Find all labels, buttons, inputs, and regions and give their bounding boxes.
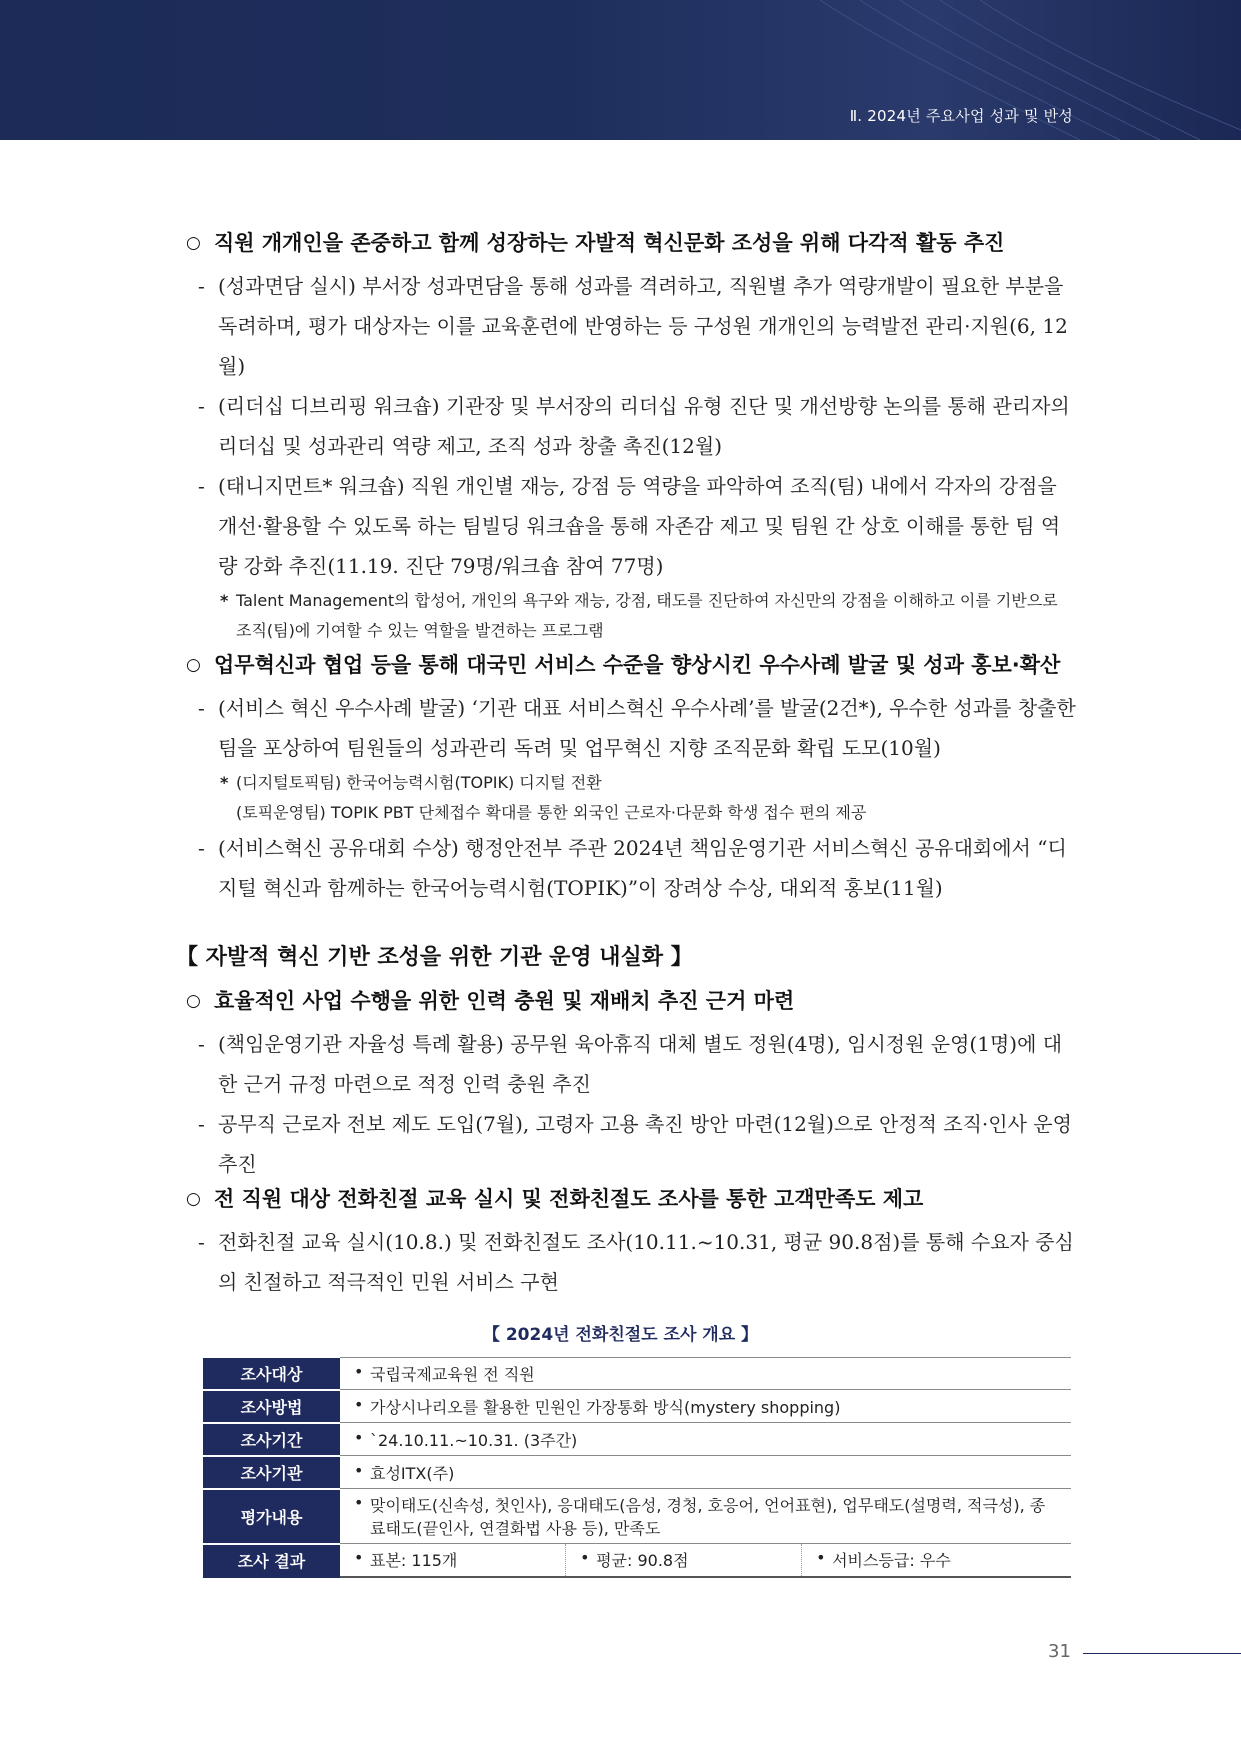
table-row xyxy=(203,1489,1071,1544)
row-value: • 효성ITX(주) xyxy=(354,1461,1057,1484)
result-grade: • 서비스등급: 우수 xyxy=(816,1548,1057,1571)
row-value-cell xyxy=(340,1456,1071,1489)
table-row xyxy=(203,1390,1071,1423)
dash-item: - 전화친절 교육 실시(10.8.) 및 전화친절도 조사(10.11.~10.31, 평균 90.8점)를 통해 수요자 중심의 친절하고 적극적인 민원 서비스 구현 xyxy=(198,1222,1076,1302)
dash-item: - 공무직 근로자 전보 제도 도입(7월), 고령자 고용 촉진 방안 마련(12월)으로 안정적 조직·인사 운영 추진 xyxy=(198,1104,1076,1184)
dash-item: - (책임운영기관 자율성 특례 활용) 공무원 육아휴직 대체 별도 정원(4명), 임시정원 운영(1명)에 대한 근거 규정 마련으로 적정 인력 충원 추진 xyxy=(198,1024,1076,1104)
result-label: 조사 결과 xyxy=(203,1544,340,1577)
row-value: • `24.10.11.~10.31. (3주간) xyxy=(354,1428,1057,1451)
content-section-1 xyxy=(186,228,1076,908)
table-row xyxy=(203,1456,1071,1489)
table-row-result xyxy=(203,1544,1071,1577)
table-title: 【 2024년 전화친절도 조사 개요 】 xyxy=(482,1325,759,1345)
bullet-heading: ○ 직원 개개인을 존중하고 함께 성장하는 자발적 혁신문화 조성을 위해 다각적 활동 추진 xyxy=(186,228,1076,258)
footnote-continued: (토픽운영팀) TOPIK PBT 단체접수 확대를 통한 외국인 근로자·다문화 학생 접수 편의 제공 xyxy=(236,803,867,822)
phone-survey-table xyxy=(203,1357,1071,1578)
row-label: 조사기관 xyxy=(203,1456,340,1489)
section-header-label: Ⅱ. 2024년 주요사업 성과 및 반성 xyxy=(849,107,1073,125)
row-value: • 가상시나리오를 활용한 민원인 가장통화 방식(mystery shopping) xyxy=(354,1395,1057,1418)
page-header-banner xyxy=(0,0,1241,140)
footnote: * Talent Management의 합성어, 개인의 욕구와 재능, 강점, 태도를 진단하여 자신만의 강점을 이해하고 이를 기반으로 조직(팀)에 기여할 수 있는 역할을 발견하는 프로그램 xyxy=(220,586,1076,646)
result-sample-cell xyxy=(340,1544,566,1577)
dash-item: - (서비스혁신 공유대회 수상) 행정안전부 주관 2024년 책임운영기관 서비스혁신 공유대회에서 “디지털 혁신과 함께하는 한국어능력시험(TOPIK)”이 장려상 수상, 대외적 홍보(11월) xyxy=(198,828,1076,908)
row-label: 조사기간 xyxy=(203,1423,340,1456)
table-row xyxy=(203,1358,1071,1390)
result-average: • 평균: 90.8점 xyxy=(580,1548,787,1571)
row-value-cell xyxy=(340,1390,1071,1423)
row-value-cell xyxy=(340,1358,1071,1390)
dash-item: - (리더십 디브리핑 워크숍) 기관장 및 부서장의 리더십 유형 진단 및 개선방향 논의를 통해 관리자의 리더십 및 성과관리 역량 제고, 조직 성과 창출 촉진(12월) xyxy=(198,386,1076,466)
bullet-heading: ○ 효율적인 사업 수행을 위한 인력 충원 및 재배치 추진 근거 마련 xyxy=(186,986,1076,1016)
result-grade-cell xyxy=(802,1544,1071,1577)
result-sample: • 표본: 115개 xyxy=(354,1548,551,1571)
row-label: 조사방법 xyxy=(203,1390,340,1423)
row-label: 조사대상 xyxy=(203,1358,340,1390)
page-number-rule xyxy=(1083,1653,1241,1654)
dash-item: - (서비스 혁신 우수사례 발굴) ‘기관 대표 서비스혁신 우수사례’를 발굴(2건*), 우수한 성과를 창출한 팀을 포상하여 팀원들의 성과관리 독려 및 업무혁신 지향 조직문화 확립 도모(10월) xyxy=(198,688,1076,768)
row-label: 평가내용 xyxy=(203,1489,340,1544)
section-title: 【 자발적 혁신 기반 조성을 위한 기관 운영 내실화 】 xyxy=(176,945,693,970)
page-body xyxy=(176,228,1076,1357)
bullet-heading: ○ 전 직원 대상 전화친절 교육 실시 및 전화친절도 조사를 통한 고객만족도 제고 xyxy=(186,1184,1076,1214)
dash-item: - (태니지먼트* 워크숍) 직원 개인별 재능, 강점 등 역량을 파악하여 조직(팀) 내에서 각자의 강점을 개선·활용할 수 있도록 하는 팀빌딩 워크숍을 통해 자존감 제고 및 팀원 간 상호 이해를 통한 팀 역량 강화 추진(11.19. 진단 79명/워크숍 참여 77명) xyxy=(198,466,1076,586)
row-value: • 국립국제교육원 전 직원 xyxy=(354,1362,1057,1385)
row-value: • 맞이태도(신속성, 첫인사), 응대태도(음성, 경청, 호응어, 언어표현), 업무태도(설명력, 적극성), 종료태도(끝인사, 연결화법 사용 등), 만족도 xyxy=(354,1493,1057,1539)
row-value-cell xyxy=(340,1489,1071,1544)
result-average-cell xyxy=(566,1544,802,1577)
content-section-2 xyxy=(186,986,1076,1302)
row-value-cell xyxy=(340,1423,1071,1456)
bullet-heading: ○ 업무혁신과 협업 등을 통해 대국민 서비스 수준을 향상시킨 우수사례 발굴 및 성과 홍보·확산 xyxy=(186,650,1076,680)
dash-item: - (성과면담 실시) 부서장 성과면담을 통해 성과를 격려하고, 직원별 추가 역량개발이 필요한 부분을 독려하며, 평가 대상자는 이를 교육훈련에 반영하는 등 구성원 개개인의 능력발전 관리·지원(6, 12월) xyxy=(198,266,1076,386)
page-number: 31 xyxy=(1048,1641,1071,1662)
table-row xyxy=(203,1423,1071,1456)
footnote: * (디지털토픽팀) 한국어능력시험(TOPIK) 디지털 전환 xyxy=(220,768,1076,798)
